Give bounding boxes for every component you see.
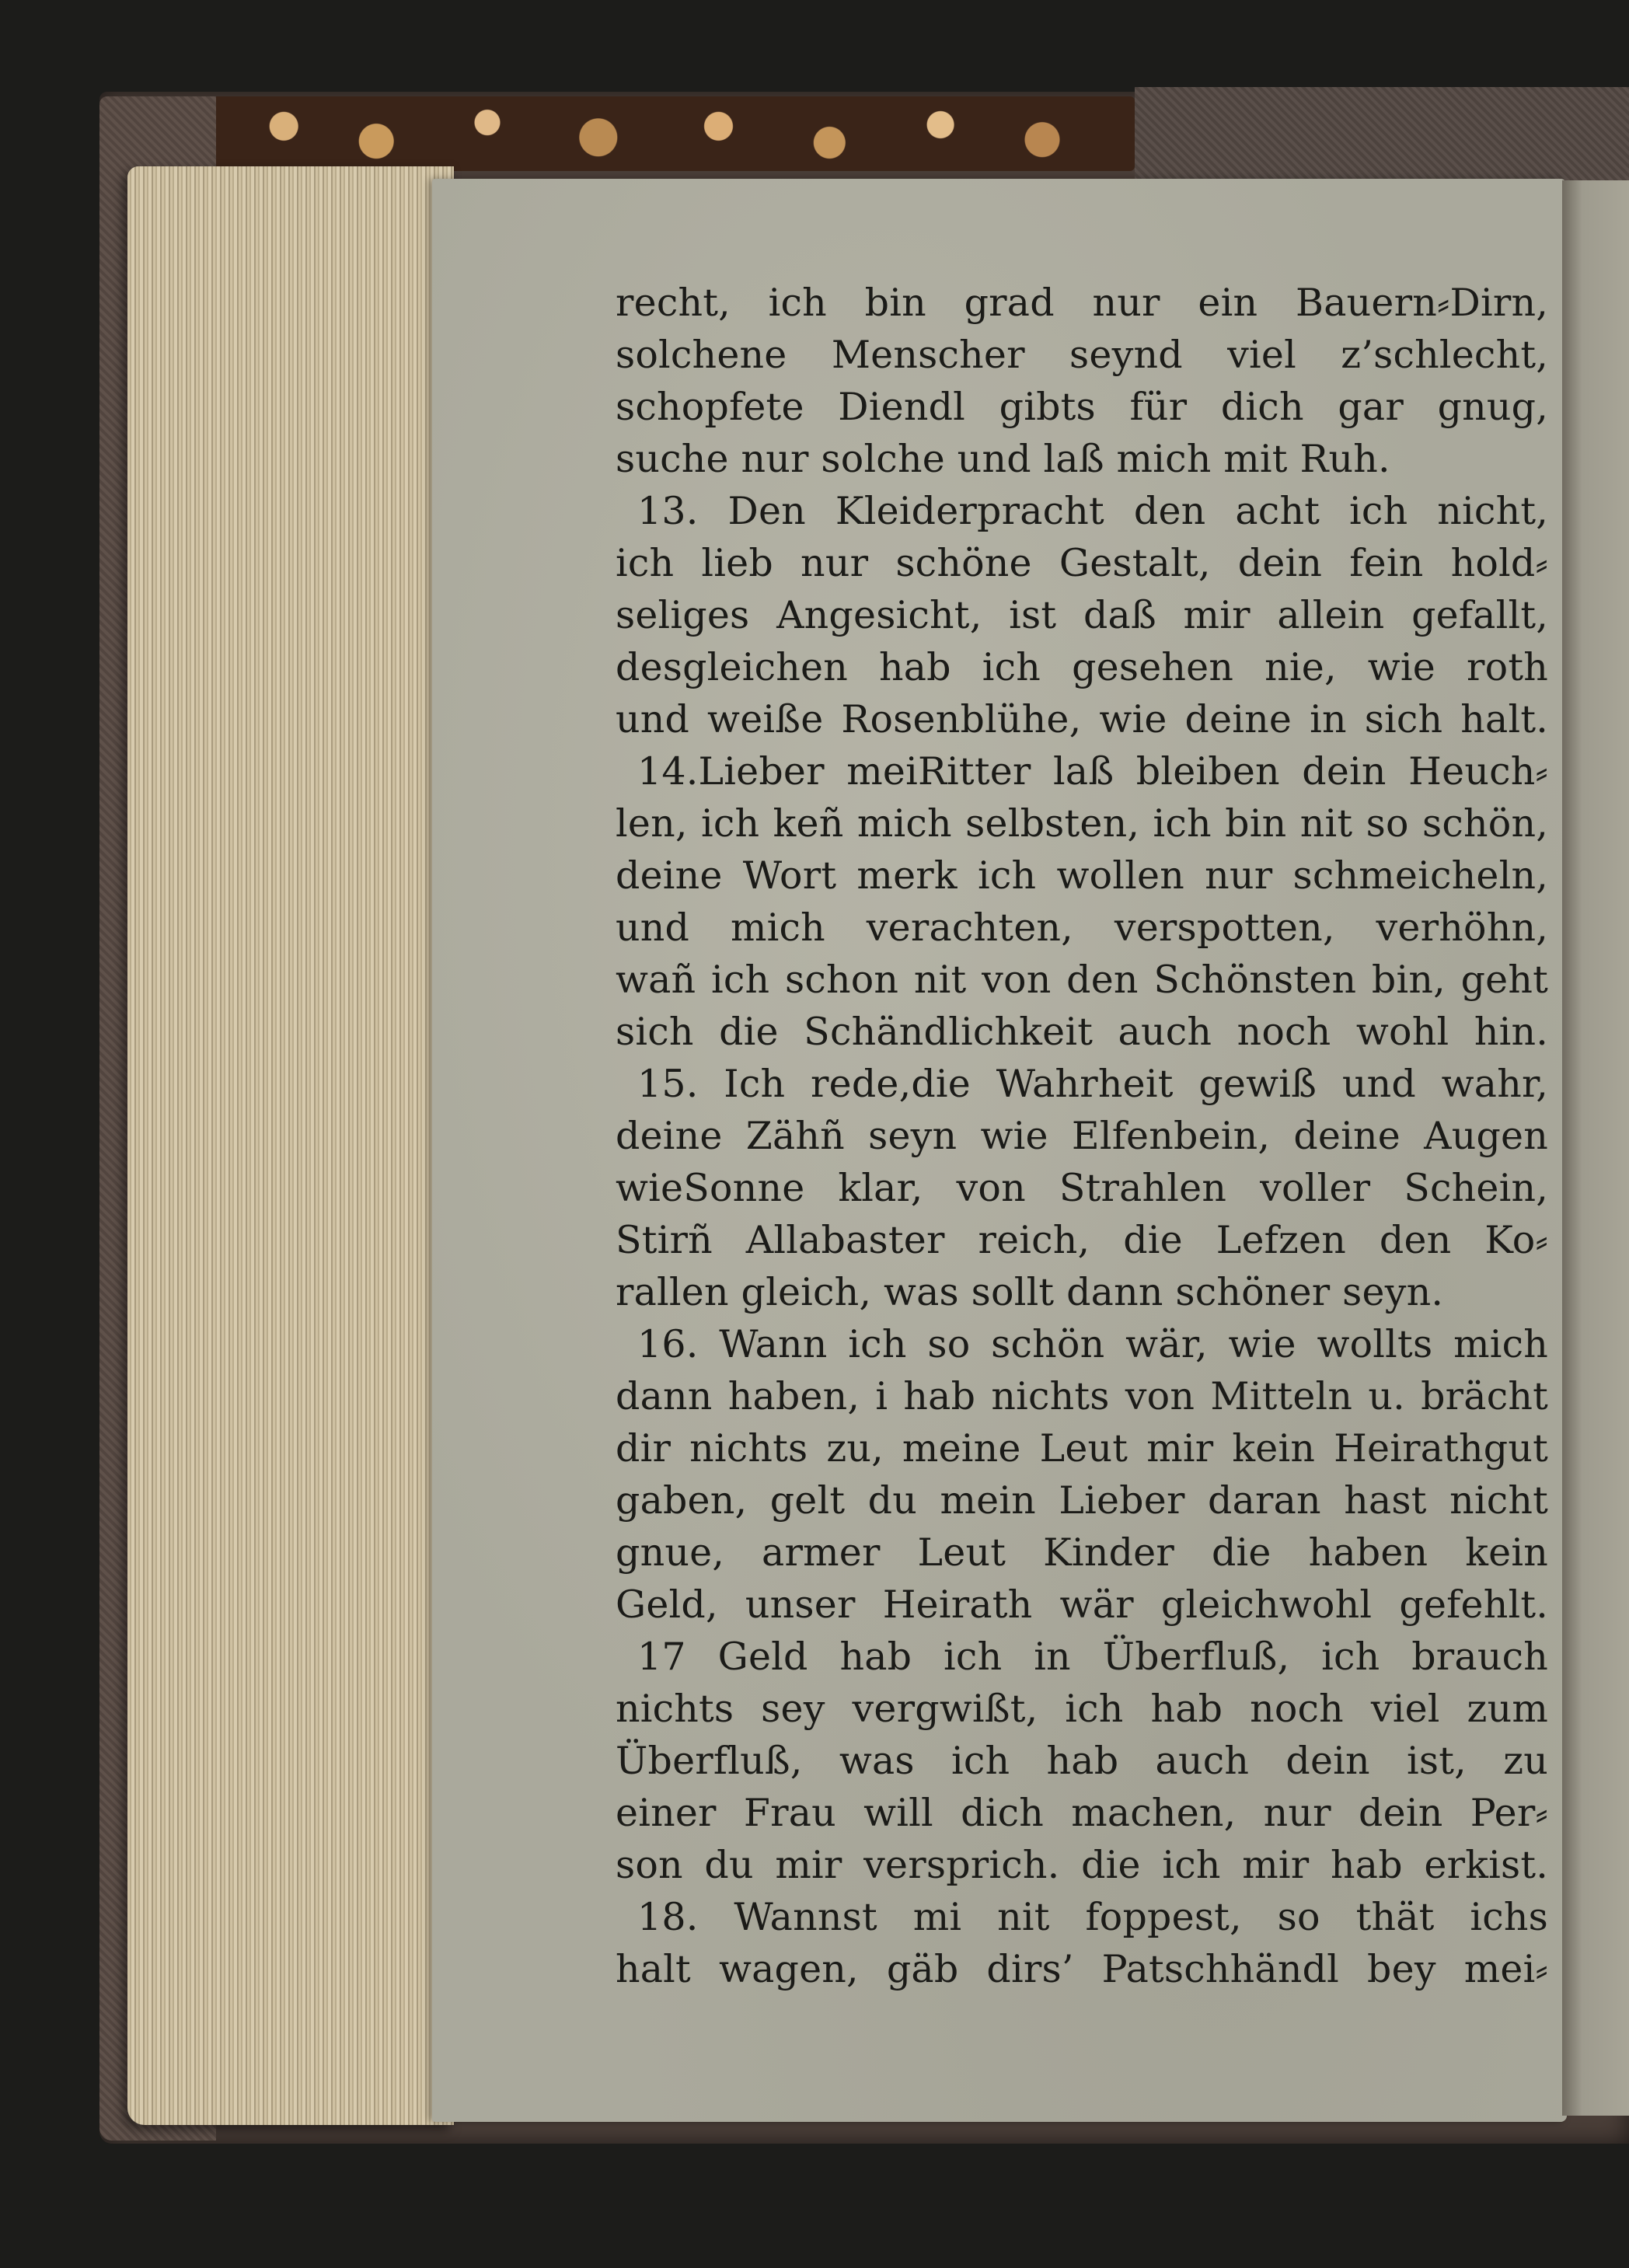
- verse-14-start: 14.Lieber meiRitter laß bleiben dein Heuch⸗: [637, 749, 1548, 794]
- verse-13-start: 13. Den Kleiderpracht den acht ich nicht,: [637, 489, 1548, 533]
- text-line: Geld, unser Heirath wär gleichwohl gefehlt.: [616, 1582, 1548, 1627]
- marbled-endpaper-edge: [210, 96, 1135, 171]
- text-line: recht, ich bin grad nur ein Bauern⸗Dirn,: [616, 281, 1548, 325]
- text-line: gaben, gelt du mein Lieber daran hast nicht: [616, 1478, 1548, 1523]
- text-line: und mich verachten, verspotten, verhöhn,: [616, 905, 1548, 950]
- verse-18-start: 18. Wannst mi nit foppest, so thät ichs: [637, 1895, 1548, 1939]
- text-line: und weiße Rosenblühe, wie deine in sich halt.: [616, 697, 1548, 741]
- text-line: sich die Schändlichkeit auch noch wohl hin.: [616, 1010, 1548, 1054]
- text-line: suche nur solche und laß mich mit Ruh.: [616, 437, 1390, 481]
- text-line: son du mir versprich. die ich mir hab erkist.: [616, 1843, 1548, 1887]
- verse-15-start: 15. Ich rede,die Wahrheit gewiß und wahr,: [637, 1062, 1548, 1106]
- text-line: wañ ich schon nit von den Schönsten bin, geht: [616, 958, 1548, 1002]
- cover-cloth-top-right: [1135, 87, 1629, 180]
- page-text: [616, 277, 1548, 2018]
- text-line: dir nichts zu, meine Leut mir kein Heirathgut: [616, 1426, 1548, 1471]
- text-line: deine Zähñ seyn wie Elfenbein, deine Augen: [616, 1114, 1548, 1158]
- page-stack-edges: [127, 166, 454, 2125]
- text-line: seliges Angesicht, ist daß mir allein gefallt,: [616, 593, 1548, 637]
- text-line: desgleichen hab ich gesehen nie, wie roth: [616, 645, 1548, 689]
- text-line: rallen gleich, was sollt dann schöner seyn.: [616, 1270, 1444, 1314]
- text-line: ich lieb nur schöne Gestalt, dein fein hold⸗: [616, 541, 1548, 585]
- text-line: nichts sey vergwißt, ich hab noch viel zum: [616, 1687, 1548, 1731]
- text-line: Überfluß, was ich hab auch dein ist, zu: [616, 1739, 1548, 1783]
- text-line: gnue, armer Leut Kinder die haben kein: [616, 1530, 1548, 1575]
- text-line: dann haben, i hab nichts von Mitteln u. brächt: [616, 1374, 1548, 1418]
- text-line: len, ich keñ mich selbsten, ich bin nit so schön,: [616, 801, 1548, 846]
- text-line: Stirñ Allabaster reich, die Lefzen den Ko⸗: [616, 1218, 1548, 1262]
- facing-page-gutter: [1562, 180, 1629, 2116]
- verse-17-start: 17 Geld hab ich in Überfluß, ich brauch: [637, 1635, 1548, 1679]
- text-line: solchene Menscher seynd viel z’schlecht,: [616, 333, 1548, 377]
- text-line: deine Wort merk ich wollen nur schmeicheln,: [616, 853, 1548, 898]
- verse-16-start: 16. Wann ich so schön wär, wie wollts mich: [637, 1322, 1548, 1366]
- text-line: halt wagen, gäb dirs’ Patschhändl bey mei⸗: [616, 1947, 1548, 1991]
- text-line: wieSonne klar, von Strahlen voller Schein,: [616, 1166, 1548, 1210]
- text-line: schopfete Diendl gibts für dich gar gnug,: [616, 385, 1548, 429]
- text-line: einer Frau will dich machen, nur dein Per⸗: [616, 1791, 1548, 1835]
